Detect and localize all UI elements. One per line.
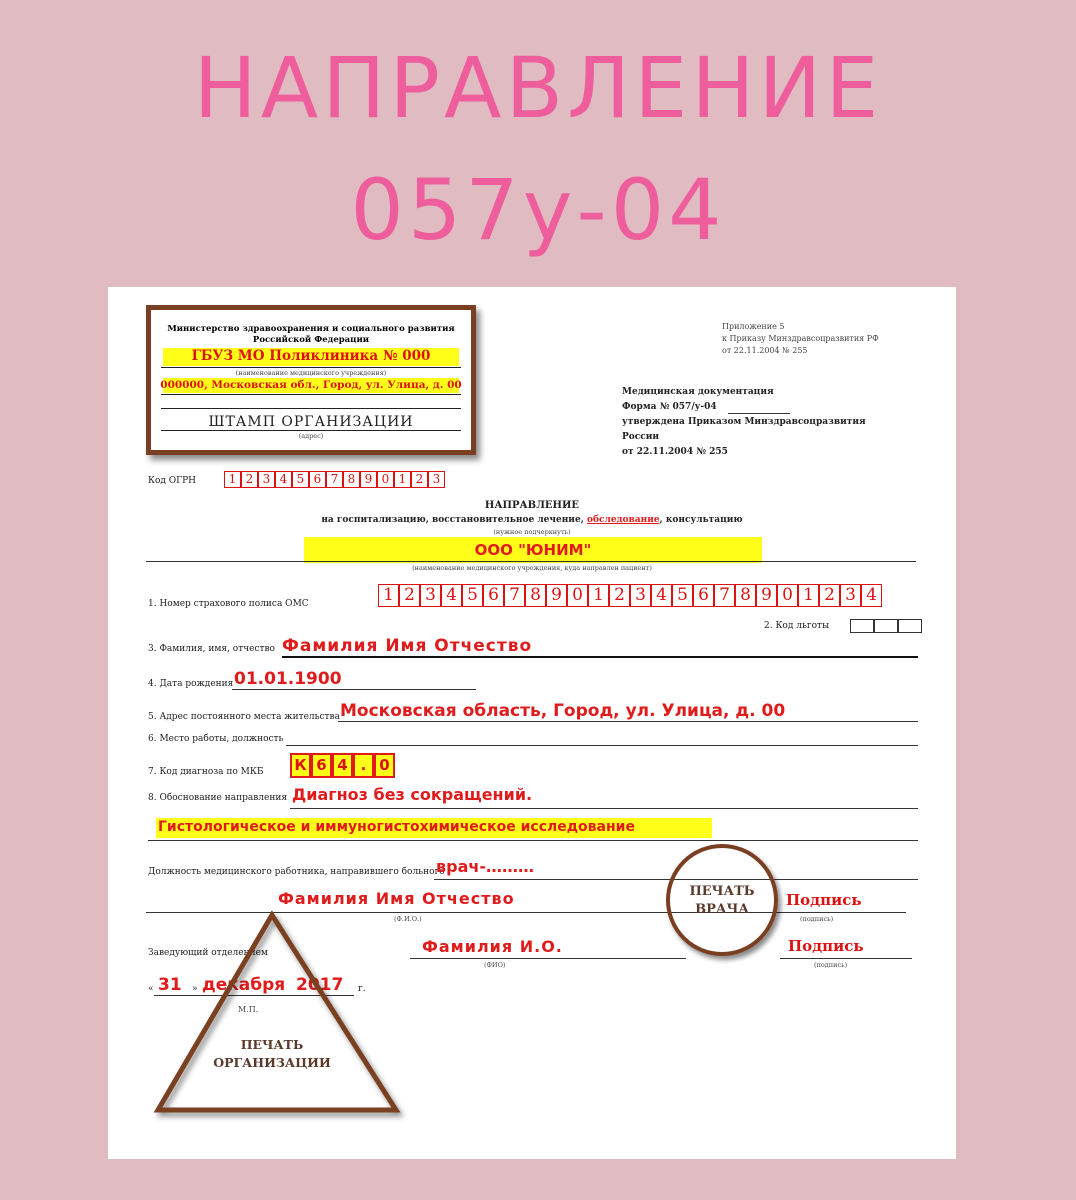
org-stamp-line2: ОРГАНИЗАЦИИ — [213, 1055, 331, 1070]
diagnosis-code-cell: . — [353, 753, 374, 778]
ogrn-digit-cell: 1 — [224, 471, 241, 488]
ogrn-digit-cell: 2 — [241, 471, 258, 488]
policy-digit-cell: 0 — [777, 584, 798, 607]
head-signature: Подпись — [788, 937, 864, 955]
reason-value2: Гистологическое и иммуногистохимическое исследование — [158, 819, 635, 835]
diagnosis-code-cell: 6 — [311, 753, 332, 778]
policy-digit-cell: 4 — [651, 584, 672, 607]
organization-stamp-triangle — [148, 907, 408, 1127]
policy-digit-cell: 7 — [504, 584, 525, 607]
policy-digit-cell: 1 — [798, 584, 819, 607]
doctor-stamp-circle — [666, 844, 778, 956]
ministry-line2: Российской Федерации — [252, 335, 370, 345]
direction-heading: НАПРАВЛЕНИЕ — [484, 500, 580, 511]
doctor-stamp-line1: ПЕЧАТЬ — [689, 884, 755, 899]
head-label: Заведующий отделением — [148, 948, 268, 958]
form-info-line4: России — [622, 432, 660, 442]
policy-digit-cell: 5 — [672, 584, 693, 607]
head-sign-caption: (подпись) — [814, 961, 848, 969]
policy-digit-cell: 3 — [420, 584, 441, 607]
date-month: декабря — [202, 975, 286, 995]
ogrn-digit-cell: 9 — [360, 471, 377, 488]
policy-digit-cell: 7 — [714, 584, 735, 607]
diagnosis-label: 7. Код диагноза по МКБ — [148, 767, 264, 777]
ogrn-digit-cell: 1 — [394, 471, 411, 488]
form-info-line2: Форма № 057/у-04 — [622, 402, 717, 412]
appendix-line2: к Приказу Минздравсоцразвития РФ — [722, 334, 879, 343]
benefit-code-cells — [850, 619, 922, 633]
doctor-sign-caption: (подпись) — [800, 915, 834, 923]
direction-caption: (нужное подчеркнуть) — [493, 528, 571, 536]
policy-digit-cell: 4 — [861, 584, 882, 607]
date-suffix: г. — [358, 984, 366, 994]
policy-digit-cell: 2 — [819, 584, 840, 607]
doctor-name-caption: (Ф.И.О.) — [394, 915, 422, 923]
name-value: Фамилия Имя Отчество — [282, 636, 533, 656]
org-stamp-line1: ПЕЧАТЬ — [240, 1037, 304, 1052]
name-label: 3. Фамилия, имя, отчество — [148, 644, 275, 654]
ogrn-digit-cell: 5 — [292, 471, 309, 488]
address-label: 5. Адрес постоянного места жительства — [148, 712, 340, 722]
policy-digit-cell: 1 — [378, 584, 399, 607]
policy-digit-cell: 3 — [630, 584, 651, 607]
mp-label: М.П. — [238, 1005, 259, 1014]
referral-form-document: Министерство здравоохранения и социального развития Российской Федерации ГБУЗ МО Поликлиника № 000 (наименование медицинского учреждения) 000000, Московская обл., Город, ул. Улица, д. 00 ШТАМП ОРГАНИЗАЦИИ (адрес) Приложение 5 к Приказу Минздравсоцразвития РФ от 22.11.2004 № 255 Медицинская документация Форма № 057/у-04 утверждена Приказом Минздравсоцразвития России от 22.11.2004 № 255 Код ОГРН 1 2 3 4 5 6 7 8 9 0 1 2 3 НАПРАВЛЕНИЕ на госпитализацию, восстановительное лечение, обследование, консультацию (нужное подчеркнуть) ООО "ЮНИМ" (наименование медицинского учреждения, куда направлен пациент) 1. Номер страхового полиса ОМС 1 2 3 4 5 6 7 8 9 0 1 2 3 4 5 6 7 8 9 0 1 2 3 4 2. Код льготы 3. Фамилия, имя, отчество Фамилия Имя Отчество 4. Дата рождения 01.01.1900 5. Адрес постоянного места жительства Московская область, Город, ул. Улица, д. 00 6. Место работы, должность 7. Код диагноза по МКБ К 6 4 . 0 8. Обоснование направления Диагноз без сокращений. Гистологическое и иммуногистохимическое исследование Должность медицинского работника, направившего больного врач-……… Фамилия Имя Отчество (Ф.И.О.) Подпись (подпись) Заведующий отделением Фамилия И.О. (ФИО) Подпись (подпись) « 31 » декабря 2017 г. М.П. ПЕЧАТЬ ВРАЧА ПЕЧАТЬ ОРГАНИЗАЦИИ — [108, 287, 956, 1159]
head-name: Фамилия И.О. — [422, 937, 563, 956]
policy-digit-cell: 8 — [525, 584, 546, 607]
ogrn-digit-cell: 6 — [309, 471, 326, 488]
reason-value: Диагноз без сокращений. — [292, 785, 533, 804]
appendix-line3: от 22.11.2004 № 255 — [722, 346, 808, 355]
date-day: 31 — [158, 975, 182, 995]
dob-label: 4. Дата рождения — [148, 679, 234, 689]
ogrn-digit-cell: 8 — [343, 471, 360, 488]
policy-digit-cell: 9 — [546, 584, 567, 607]
policy-digit-cell: 3 — [840, 584, 861, 607]
ministry-line1: Министерство здравоохранения и социального развития — [167, 324, 455, 334]
policy-digit-cell: 6 — [693, 584, 714, 607]
direction-underlined-option: обследование — [586, 515, 660, 525]
policy-digit-cell: 6 — [483, 584, 504, 607]
page-title-line2: 057у-04 — [350, 161, 726, 259]
page-title-line1: НАПРАВЛЕНИЕ — [193, 39, 883, 137]
reason-label: 8. Обоснование направления — [148, 793, 288, 803]
form-info-line5: от 22.11.2004 № 255 — [622, 447, 728, 457]
institution-name: ООО "ЮНИМ" — [474, 541, 592, 559]
institution-caption: (наименование медицинского учреждения, куда направлен пациент) — [412, 564, 652, 572]
diagnosis-code-cell: К — [290, 753, 311, 778]
doctor-signature: Подпись — [786, 891, 862, 909]
position-label: Должность медицинского работника, направившего больного — [148, 867, 445, 877]
address-caption: (адрес) — [298, 432, 324, 440]
organization-stamp-box — [146, 305, 476, 455]
work-label: 6. Место работы, должность — [148, 734, 284, 744]
org-name: ГБУЗ МО Поликлиника № 000 — [191, 348, 431, 364]
policy-digit-cell: 2 — [399, 584, 420, 607]
address-value: Московская область, Город, ул. Улица, д. 00 — [340, 701, 786, 721]
direction-subheading: на госпитализацию, восстановительное лечение, обследование, консультацию — [321, 515, 743, 525]
policy-label: 1. Номер страхового полиса ОМС — [148, 599, 309, 609]
policy-digit-cell: 1 — [588, 584, 609, 607]
ogrn-digit-cell: 7 — [326, 471, 343, 488]
policy-digit-cell: 0 — [567, 584, 588, 607]
policy-digit-cell: 4 — [441, 584, 462, 607]
diagnosis-code-cells — [290, 753, 395, 778]
ogrn-digit-cell: 4 — [275, 471, 292, 488]
ogrn-digit-cell: 0 — [377, 471, 394, 488]
doctor-name: Фамилия Имя Отчество — [278, 889, 515, 908]
ogrn-cells — [224, 471, 445, 488]
position-value: врач-……… — [436, 857, 534, 876]
doctor-stamp-line2: ВРАЧА — [695, 902, 749, 917]
dob-value: 01.01.1900 — [234, 669, 342, 689]
ogrn-label: Код ОГРН — [148, 476, 197, 486]
policy-digit-cell: 8 — [735, 584, 756, 607]
policy-digit-cell: 5 — [462, 584, 483, 607]
stamp-label: ШТАМП ОРГАНИЗАЦИИ — [208, 414, 414, 430]
appendix-line1: Приложение 5 — [722, 322, 785, 331]
date-year: 2017 — [296, 975, 344, 995]
org-address: 000000, Московская обл., Город, ул. Улица, д. 00 — [160, 379, 462, 391]
org-name-caption: (наименование медицинского учреждения) — [235, 369, 387, 377]
form-info-line1: Медицинская документация — [622, 387, 774, 397]
diagnosis-code-cell: 4 — [332, 753, 353, 778]
policy-digit-cell: 9 — [756, 584, 777, 607]
benefit-label: 2. Код льготы — [764, 621, 830, 631]
policy-number-cells — [378, 584, 882, 607]
form-info-line3: утверждена Приказом Минздравсоцразвития — [622, 417, 866, 427]
policy-digit-cell: 2 — [609, 584, 630, 607]
ogrn-digit-cell: 2 — [411, 471, 428, 488]
ogrn-digit-cell: 3 — [258, 471, 275, 488]
diagnosis-code-cell: 0 — [374, 753, 395, 778]
head-name-caption: (ФИО) — [484, 961, 506, 969]
ogrn-digit-cell: 3 — [428, 471, 445, 488]
